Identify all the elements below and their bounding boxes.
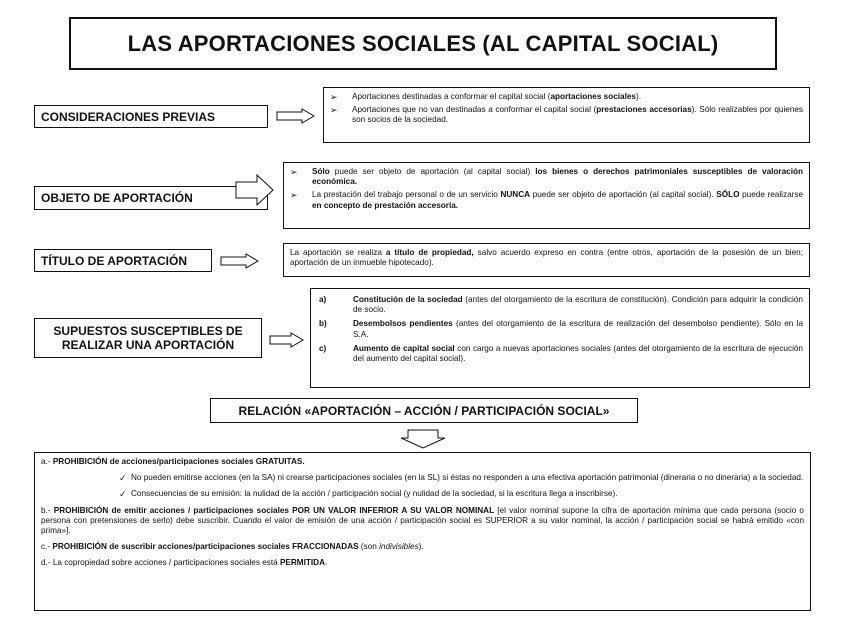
- bullet-arrow-icon: ➢: [330, 105, 338, 116]
- item-text: Aportaciones destinadas a conformar el capital social (: [352, 92, 551, 101]
- titulo-box: [283, 243, 810, 277]
- item-bold: los bienes o derechos patrimoniales susceptibles de valoración económica.: [312, 167, 803, 187]
- item-text: con cargo a nuevas aportaciones sociales (antes del otorgamiento de la escritura de ejecución del aumento del capital social).: [353, 343, 803, 364]
- item-text: c.-: [41, 542, 53, 552]
- list-item: [290, 167, 803, 187]
- item-text: [el valor nominal supone la cifra de aportación mínima que cada persona (socio o persona con pretensiones de serlo) debe suscribir. Cuando el valor de emisión de una acción / participación social es SUPERIOR a su valor nominal, la acción / participación social se habrá emitido «con prima»].: [41, 505, 804, 536]
- right-arrow-icon: [269, 332, 305, 348]
- list-item: [330, 105, 803, 125]
- page-title: LAS APORTACIONES SOCIALES (AL CAPITAL SOCIAL): [69, 17, 777, 70]
- item-text: puede ser objeto de aportación (al capital social): [329, 167, 536, 176]
- item-bold: PERMITIDA: [279, 558, 325, 568]
- down-arrow-icon: [400, 429, 446, 449]
- supuestos-label: [34, 318, 262, 358]
- item-bold: Sólo: [312, 167, 330, 176]
- objeto-label: OBJETO DE APORTACIÓN: [34, 186, 268, 210]
- titulo-label: TÍTULO DE APORTACIÓN: [34, 249, 212, 272]
- item-bold: Desembolsos pendientes: [353, 319, 453, 329]
- item-bold: PROHIBICIÓN de acciones/participaciones sociales GRATUITAS.: [52, 457, 305, 466]
- item-bold: en concepto de prestación accesoria.: [312, 200, 459, 210]
- consideraciones-box: [323, 87, 810, 143]
- item-text: .: [324, 558, 328, 568]
- right-arrow-icon: [235, 170, 275, 210]
- item-letter: c): [319, 343, 327, 353]
- list-item: [319, 295, 803, 315]
- item-bold: Aumento de capital social: [353, 343, 455, 353]
- supuestos-box: [310, 288, 810, 388]
- list-item: [319, 319, 803, 339]
- item-text: La prestación del trabajo personal o de un servicio: [312, 190, 501, 200]
- objeto-box: [283, 162, 810, 229]
- item-text: Aportaciones que no van destinadas a conformar el capital social (: [352, 105, 597, 115]
- list-item: [119, 489, 804, 499]
- right-arrow-icon: [276, 108, 316, 124]
- prohibiciones-box: [34, 452, 811, 611]
- item-text: (son: [358, 542, 380, 552]
- right-arrow-icon: [220, 253, 260, 269]
- item-bold: NUNCA: [500, 190, 531, 200]
- bullet-arrow-icon: ➢: [290, 167, 298, 177]
- item-text: (antes del otorgamiento de la escritura de constitución). Condición para adquirir la condición de socio.: [353, 295, 803, 315]
- prohibicion-a: [41, 457, 804, 467]
- list-item: [290, 190, 803, 210]
- item-text: ).: [418, 542, 424, 552]
- item-bold: aportaciones sociales: [550, 92, 636, 101]
- prohibicion-b: [41, 506, 804, 537]
- item-bold: Constitución de la sociedad: [353, 295, 463, 304]
- item-bold: prestaciones accesorias: [596, 105, 692, 115]
- prohibicion-d: [41, 558, 804, 568]
- item-text: salvo acuerdo expreso en contra (entre otros, aportación de la posesión de un bien; aportación de un inmueble hipotecado).: [290, 248, 803, 268]
- bullet-arrow-icon: ➢: [330, 92, 338, 102]
- list-item: [119, 473, 804, 483]
- item-bold: SÓLO: [716, 190, 740, 200]
- prohibicion-c: [41, 542, 804, 552]
- consideraciones-label: CONSIDERACIONES PREVIAS: [34, 105, 268, 128]
- item-text: Consecuencias de su emisión: la nulidad de la acción / participación social (y nulidad de la sociedad, si la escritura llega a inscribirse).: [131, 489, 618, 499]
- check-icon: ✓: [119, 489, 127, 500]
- check-icon: ✓: [119, 473, 127, 484]
- item-text: ).: [636, 92, 642, 101]
- item-bold: PROHIBICIÓN de suscribir acciones/participaciones sociales FRACCIONADAS: [52, 542, 359, 552]
- item-text: ). Sólo realizables por quienes son socios de la sociedad.: [352, 105, 804, 125]
- item-bold: PROHIBICIÓN de emitir acciones / participaciones sociales POR UN VALOR INFERIOR A SU VALOR NOMINAL: [53, 505, 495, 515]
- item-text: No pueden emitirse acciones (en la SA) ni crearse participaciones sociales (en la SL) si éstas no responden a una efectiva aportación patrimonial (dineraria o no dineraria) a la sociedad.: [131, 473, 804, 483]
- item-letter: b): [319, 319, 327, 329]
- item-text: puede realizarse: [739, 190, 803, 200]
- item-text: (antes del otorgamiento de la escritura de realización del desembolso pendiente). Sólo en la S.A.: [353, 319, 803, 339]
- item-letter: a): [319, 295, 327, 304]
- item-text: La aportación se realiza: [290, 248, 386, 257]
- list-item: [319, 344, 803, 364]
- list-item: [330, 92, 803, 102]
- label-line: REALIZAR UNA APORTACIÓN: [61, 338, 235, 352]
- bullet-arrow-icon: ➢: [290, 190, 298, 201]
- item-text: b.-: [41, 505, 54, 515]
- label-line: SUPUESTOS SUSCEPTIBLES DE: [53, 324, 243, 338]
- item-text: d.- La copropiedad sobre acciones / participaciones sociales está: [41, 558, 280, 568]
- item-bold: a título de propiedad,: [385, 248, 474, 257]
- relacion-label: RELACIÓN «APORTACIÓN – ACCIÓN / PARTICIPACIÓN SOCIAL»: [210, 398, 638, 423]
- item-text: puede ser objeto de aportación (al capital social).: [530, 190, 717, 200]
- item-italic: indivisibles: [379, 542, 419, 552]
- item-text: a.-: [41, 457, 53, 466]
